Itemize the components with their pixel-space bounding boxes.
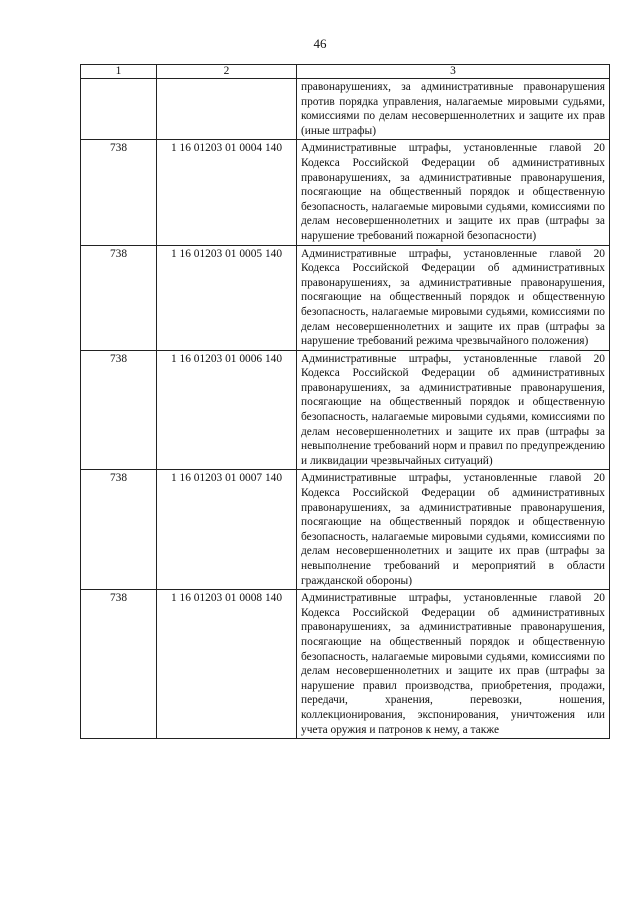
table-row <box>81 350 610 470</box>
table-row <box>81 79 610 140</box>
table-row <box>81 470 610 590</box>
column-header-1: 1 <box>81 65 157 79</box>
table-row <box>81 245 610 350</box>
admin-code-cell: 738 <box>81 350 157 470</box>
table-header-row <box>81 65 610 79</box>
admin-code-cell: 738 <box>81 140 157 245</box>
kbk-code-cell: 1 16 01203 01 0006 140 <box>157 350 297 470</box>
column-header-3: 3 <box>297 65 610 79</box>
kbk-table <box>80 64 610 739</box>
description-cell: Административные штрафы, установленные главой 20 Кодекса Российской Федерации об административных правонарушениях, за административные правонарушения, посягающие на общественный порядок и общественную безопасность, налагаемые мировыми судьями, комиссиями по делам несовершеннолетних и защите их прав (штрафы за нарушение правил производства, приобретения, продажи, передачи, хранения, перевозки, ношения, коллекционирования, экспонирования, уничтожения или учета оружия и патронов к нему, а также <box>297 590 610 739</box>
admin-code-cell: 738 <box>81 590 157 739</box>
table-row <box>81 140 610 245</box>
description-cell: Административные штрафы, установленные главой 20 Кодекса Российской Федерации об административных правонарушениях, за административные правонарушения, посягающие на общественный порядок и общественную безопасность, налагаемые мировыми судьями, комиссиями по делам несовершеннолетних и защите их прав (штрафы за нарушение требований пожарной безопасности) <box>297 140 610 245</box>
admin-code-cell: 738 <box>81 470 157 590</box>
admin-code-cell: 738 <box>81 245 157 350</box>
description-cell: Административные штрафы, установленные главой 20 Кодекса Российской Федерации об административных правонарушениях, за административные правонарушения, посягающие на общественный порядок и общественную безопасность, налагаемые мировыми судьями, комиссиями по делам несовершеннолетних и защите их прав (штрафы за невыполнение требований и мероприятий в области гражданской обороны) <box>297 470 610 590</box>
description-cell: Административные штрафы, установленные главой 20 Кодекса Российской Федерации об административных правонарушениях, за административные правонарушения, посягающие на общественный порядок и общественную безопасность, налагаемые мировыми судьями, комиссиями по делам несовершеннолетних и защите их прав (штрафы за невыполнение требований норм и правил по предупреждению и ликвидации чрезвычайных ситуаций) <box>297 350 610 470</box>
kbk-code-cell: 1 16 01203 01 0007 140 <box>157 470 297 590</box>
admin-code-cell <box>81 79 157 140</box>
kbk-code-cell <box>157 79 297 140</box>
table-row <box>81 590 610 739</box>
kbk-code-cell: 1 16 01203 01 0008 140 <box>157 590 297 739</box>
kbk-code-cell: 1 16 01203 01 0004 140 <box>157 140 297 245</box>
description-cell: Административные штрафы, установленные главой 20 Кодекса Российской Федерации об административных правонарушениях, за административные правонарушения, посягающие на общественный порядок и общественную безопасность, налагаемые мировыми судьями, комиссиями по делам несовершеннолетних и защите их прав (штрафы за нарушение требований режима чрезвычайного положения) <box>297 245 610 350</box>
kbk-code-cell: 1 16 01203 01 0005 140 <box>157 245 297 350</box>
description-cell: правонарушениях, за административные правонарушения против порядка управления, налагаемые мировыми судьями, комиссиями по делам несовершеннолетних и защите их прав (иные штрафы) <box>297 79 610 140</box>
page-number: 46 <box>313 36 327 51</box>
column-header-2: 2 <box>157 65 297 79</box>
